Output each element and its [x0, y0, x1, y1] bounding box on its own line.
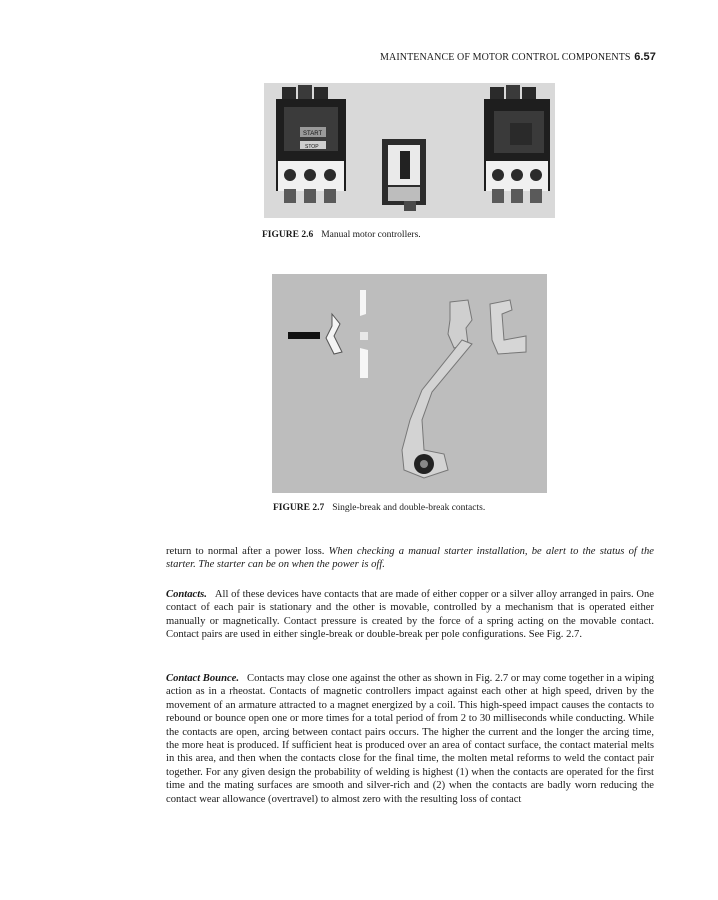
start-label: START — [303, 131, 323, 137]
page-number: 6.57 — [634, 51, 656, 63]
paragraph-contacts — [166, 588, 654, 642]
figure-2-7-caption-text: Single-break and double-break contacts. — [332, 503, 486, 513]
paragraph-contact-bounce — [166, 672, 654, 806]
figure-2-6-caption-text: Manual motor controllers. — [321, 230, 421, 240]
paragraph-power-loss-text: return to normal after a power loss. — [166, 546, 329, 557]
figure-2-6-photo — [264, 83, 555, 218]
contacts-heading: Contacts. — [166, 589, 207, 600]
running-header-title: MAINTENANCE OF MOTOR CONTROL COMPONENTS — [380, 52, 631, 63]
right-controller — [484, 85, 550, 203]
stop-label: STOP — [305, 144, 319, 150]
contacts-illustration — [272, 274, 547, 493]
contact-bounce-heading: Contact Bounce. — [166, 673, 240, 684]
figure-2-6-caption — [262, 230, 421, 240]
figure-2-6-label: FIGURE 2.6 — [262, 230, 314, 240]
center-module — [382, 139, 426, 211]
figure-2-7-photo — [272, 274, 547, 493]
left-controller — [276, 85, 346, 203]
figure-2-7-label: FIGURE 2.7 — [273, 503, 325, 513]
contact-bounce-text: Contacts may close one against the other as shown in Fig. 2.7 or may come together in a wiping action as in a rheostat. Contacts of magnetic controllers impact against each other at high speed, driven by the movement of an armature attracted to a magnet energized by a coil. This high-speed impact causes the contacts to rebound or bounce open one or more times for a total period of from 2 to 30 milliseconds while conducting. While the contacts are open, arcing between contact pairs occurs. The higher the current and the longer the arcing time, the more heat is produced. If sufficient heat is produced over an area of contact surface, the contact material melts in this area, and then when the contacts close for the final time, the molten metal reforms to weld the contact pair together. For any given design the probability of welding is highest (1) when the contacts are operated for the first time and the mating surfaces are smooth and silver-rich and (2) when the contacts are badly worn reducing the contact wear allowance (overtravel) to almost zero with the resulting loss of contact — [166, 673, 654, 805]
figure-2-7-caption — [273, 503, 485, 513]
paragraph-power-loss-warning: When checking a manual starter installation, be alert to the status of the starter. The starter can be on when the power is off. — [166, 546, 654, 571]
paragraph-power-loss — [166, 545, 654, 572]
manual-motor-controllers-illustration — [264, 83, 555, 218]
contacts-text: All of these devices have contacts that are made of either copper or a silver alloy arranged in pairs. One contact of each pair is stationary and the other is movable, controlled by a mechanism that is operated either manually or magnetically. Contact pressure is created by the force of a spring acting on the movable contact. Contact pairs are used in either single-break or double-break per pole configurations. See Fig. 2.7. — [166, 589, 654, 641]
